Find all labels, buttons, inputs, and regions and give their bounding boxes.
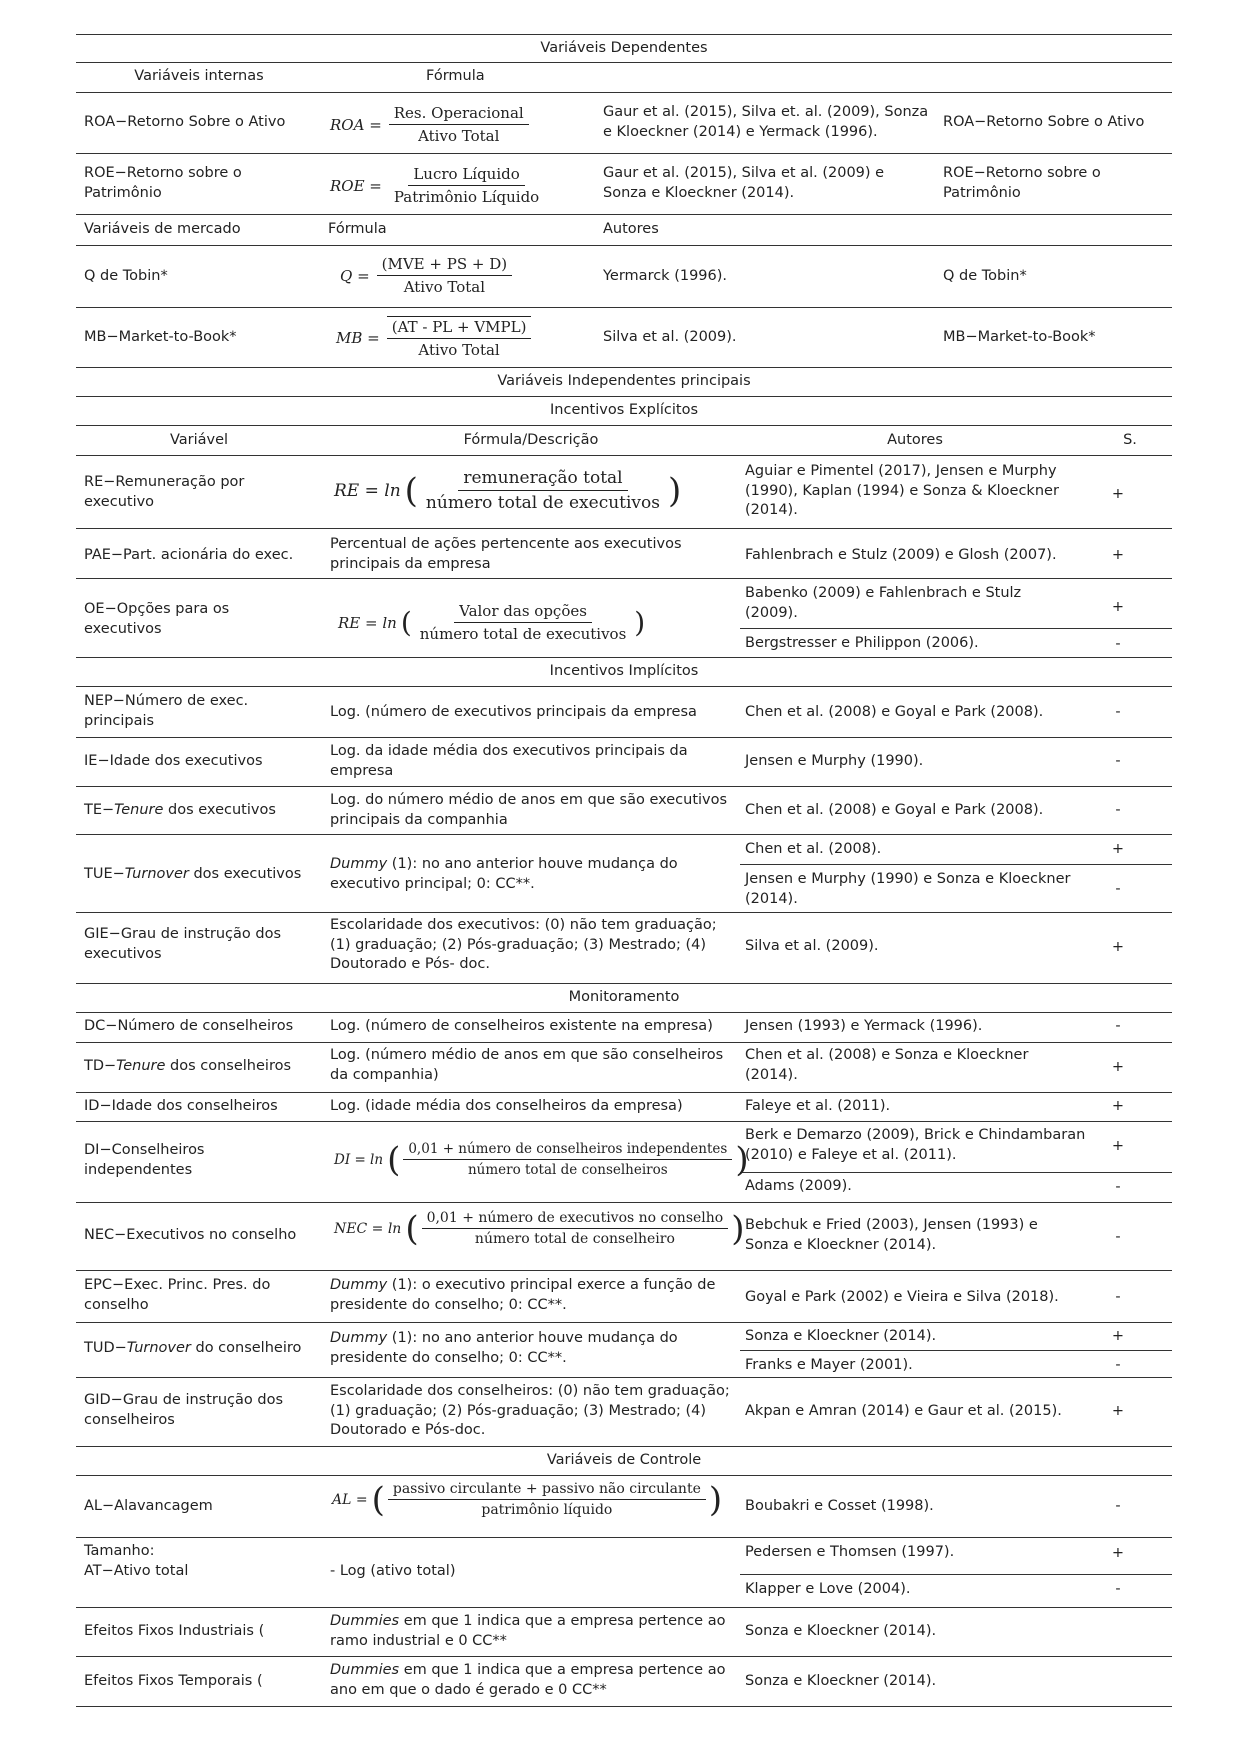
authors-q: Yermarck (1996). xyxy=(603,268,728,284)
denominator: Ativo Total xyxy=(403,278,486,296)
sign-tud-2: - xyxy=(1115,1357,1121,1373)
var-name-roa: ROA−Retorno Sobre o Ativo xyxy=(84,114,286,130)
var-name-epc: EPC−Exec. Princ. Pres. do conselho xyxy=(84,1277,271,1313)
authors-ie: Jensen e Murphy (1990). xyxy=(745,753,924,769)
paren-left: ( xyxy=(404,470,418,511)
formula-q xyxy=(340,255,515,296)
rule xyxy=(76,214,1172,215)
col-header-formula-2: Fórmula xyxy=(328,221,387,237)
var-ref-roa: ROA−Retorno Sobre o Ativo xyxy=(943,114,1145,130)
sign-tud-1: + xyxy=(1111,1328,1125,1344)
rule xyxy=(76,1012,1172,1013)
var-name-di: DI−Conselheiros independentes xyxy=(84,1142,205,1178)
authors-epc: Goyal e Park (2002) e Vieira e Silva (2018). xyxy=(745,1289,1059,1305)
name-suffix: dos executivos xyxy=(163,802,276,818)
col-header-formula: Fórmula xyxy=(426,68,485,84)
rule xyxy=(76,245,1172,246)
rule xyxy=(76,1537,1172,1538)
formula-var: ROA = xyxy=(330,115,382,134)
paren-right: ) xyxy=(708,1479,723,1520)
numerator: (MVE + PS + D) xyxy=(377,255,512,276)
sign-td: + xyxy=(1111,1059,1125,1075)
var-name-gid: GID−Grau de instrução dos conselheiros xyxy=(84,1392,284,1428)
numerator: Lucro Líquido xyxy=(408,165,524,186)
rule xyxy=(76,367,1172,368)
var-name-gie: GIE−Grau de instrução dos executivos xyxy=(84,926,282,962)
rule xyxy=(76,153,1172,154)
var-name-nep: NEP−Número de exec. principais xyxy=(84,693,249,729)
desc-italic: Dummy xyxy=(330,856,388,872)
sign-id: + xyxy=(1111,1098,1125,1114)
authors-oe-2: Bergstresser e Philippon (2006). xyxy=(745,635,979,651)
var-name-nec: NEC−Executivos no conselho xyxy=(84,1227,297,1243)
var-name-re: RE−Remuneração por executivo xyxy=(84,474,245,510)
sign-epc: - xyxy=(1115,1289,1121,1305)
rule xyxy=(76,686,1172,687)
sign-ie: - xyxy=(1115,753,1121,769)
var-ref-mb: MB−Market-to-Book* xyxy=(943,329,1096,345)
sign-dc: - xyxy=(1115,1018,1121,1034)
var-name-efi: Efeitos Fixos Industriais ( xyxy=(84,1623,265,1639)
paren-left: ( xyxy=(387,1139,401,1180)
sign-nep: - xyxy=(1115,704,1121,720)
formula-re xyxy=(334,468,681,513)
desc-id: Log. (idade média dos conselheiros da empresa) xyxy=(330,1098,683,1114)
sign-gid: + xyxy=(1111,1403,1125,1419)
section-header-implicit: Incentivos Implícitos xyxy=(549,663,699,679)
rule xyxy=(76,1706,1172,1707)
authors-efi: Sonza e Kloeckner (2014). xyxy=(745,1623,937,1639)
authors-mb: Silva et al. (2009). xyxy=(603,329,737,345)
denominator: número total de executivos xyxy=(419,625,627,643)
var-name-td xyxy=(84,1057,291,1077)
var-name-al: AL−Alavancagem xyxy=(84,1498,213,1514)
rule xyxy=(76,34,1172,35)
formula-var: DI = ln xyxy=(334,1151,384,1168)
col-header-formula-desc: Fórmula/Descrição xyxy=(463,432,599,448)
numerator: 0,01 + número de conselheiros independentes xyxy=(403,1141,732,1160)
name-suffix: dos executivos xyxy=(188,866,302,882)
var-name-roe: ROE−Retorno sobre o Patrimônio xyxy=(84,165,242,201)
rule xyxy=(76,425,1172,426)
name-prefix: TD− xyxy=(84,1058,117,1074)
section-header-control: Variáveis de Controle xyxy=(546,1452,702,1468)
desc-italic: Dummies xyxy=(330,1613,400,1629)
var-name-at-2: AT−Ativo total xyxy=(84,1563,189,1579)
name-italic: Turnover xyxy=(124,866,189,882)
numerator: 0,01 + número de executivos no conselho xyxy=(422,1210,729,1229)
rule xyxy=(740,628,1172,629)
rule xyxy=(76,1475,1172,1476)
rule xyxy=(740,864,1172,865)
sign-pae: + xyxy=(1111,547,1125,563)
rule xyxy=(76,834,1172,835)
denominator: número total de conselheiro xyxy=(474,1231,675,1247)
paren-right: ) xyxy=(634,605,646,639)
authors-id: Faleye et al. (2011). xyxy=(745,1098,891,1114)
sign-at-1: + xyxy=(1111,1545,1125,1561)
rule xyxy=(76,1270,1172,1271)
section-header-independent: Variáveis Independentes principais xyxy=(497,373,751,389)
formula-oe xyxy=(338,602,645,643)
authors-di-1: Berk e Demarzo (2009), Brick e Chindambaran (2010) e Faleye et al. (2011). xyxy=(745,1127,1086,1163)
desc-efi xyxy=(330,1612,730,1651)
paren-right: ) xyxy=(668,470,682,511)
rule xyxy=(76,786,1172,787)
paren-left: ( xyxy=(400,605,412,639)
paren-left: ( xyxy=(405,1208,419,1249)
desc-nep: Log. (número de executivos principais da empresa xyxy=(330,704,697,720)
numerator: Res. Operacional xyxy=(389,104,529,125)
denominator: patrimônio líquido xyxy=(481,1502,613,1518)
formula-var: RE = ln xyxy=(338,613,397,632)
rule xyxy=(76,1121,1172,1122)
authors-at-2: Klapper e Love (2004). xyxy=(745,1581,911,1597)
rule xyxy=(76,1092,1172,1093)
var-name-at-1: Tamanho: xyxy=(84,1543,155,1559)
rule xyxy=(76,92,1172,93)
name-prefix: TUE− xyxy=(84,866,125,882)
authors-re: Aguiar e Pimentel (2017), Jensen e Murphy (1990), Kaplan (1994) e Sonza & Kloeckner (2014). xyxy=(745,463,1059,518)
rule xyxy=(76,1322,1172,1323)
desc-italic: Dummies xyxy=(330,1662,400,1678)
sign-nec: - xyxy=(1115,1229,1121,1245)
authors-nec: Bebchuk e Fried (2003), Jensen (1993) e Sonza e Kloeckner (2014). xyxy=(745,1217,1038,1253)
rule xyxy=(740,1350,1172,1351)
authors-at-1: Pedersen e Thomsen (1997). xyxy=(745,1544,955,1560)
var-name-tue xyxy=(84,865,301,885)
rule xyxy=(76,983,1172,984)
col-header-sign: S. xyxy=(1123,432,1137,448)
var-name-id: ID−Idade dos conselheiros xyxy=(84,1098,278,1114)
name-suffix: do conselheiro xyxy=(190,1340,302,1356)
sign-te: - xyxy=(1115,802,1121,818)
authors-gid: Akpan e Amran (2014) e Gaur et al. (2015). xyxy=(745,1403,1062,1419)
authors-roa: Gaur et al. (2015), Silva et. al. (2009), Sonza e Kloeckner (2014) e Yermack (1996). xyxy=(603,104,929,140)
rule xyxy=(76,1607,1172,1608)
desc-tud xyxy=(330,1329,730,1368)
col-header-internal: Variáveis internas xyxy=(134,68,264,84)
col-header-market: Variáveis de mercado xyxy=(84,221,241,237)
numerator: passivo circulante + passivo não circulante xyxy=(388,1481,706,1500)
desc-dc: Log. (número de conselheiros existente na empresa) xyxy=(330,1018,713,1034)
authors-di-2: Adams (2009). xyxy=(745,1178,852,1194)
col-header-authors-2: Autores xyxy=(887,432,943,448)
rule xyxy=(76,1042,1172,1043)
sign-tue-2: - xyxy=(1115,881,1121,897)
desc-td: Log. (número médio de anos em que são conselheiros da companhia) xyxy=(330,1047,724,1083)
rule xyxy=(76,455,1172,456)
var-name-q: Q de Tobin* xyxy=(84,268,168,284)
rule xyxy=(76,1202,1172,1203)
sign-oe-1: + xyxy=(1111,599,1125,615)
rule xyxy=(76,737,1172,738)
sign-al: - xyxy=(1115,1498,1121,1514)
authors-gie: Silva et al. (2009). xyxy=(745,938,879,954)
desc-tue xyxy=(330,855,730,894)
name-suffix: dos conselheiros xyxy=(165,1058,292,1074)
numerator: (AT - PL + VMPL) xyxy=(387,316,532,339)
desc-text: (1): no ano anterior houve mudança do presidente do conselho; 0: CC**. xyxy=(330,1330,678,1366)
var-ref-roe: ROE−Retorno sobre o Patrimônio xyxy=(943,165,1101,201)
desc-pae: Percentual de ações pertencente aos executivos principais da empresa xyxy=(330,536,682,572)
desc-italic: Dummy xyxy=(330,1330,388,1346)
desc-ie: Log. da idade média dos executivos principais da empresa xyxy=(330,743,688,779)
authors-te: Chen et al. (2008) e Goyal e Park (2008). xyxy=(745,802,1044,818)
desc-te: Log. do número médio de anos em que são executivos principais da companhia xyxy=(330,792,728,828)
formula-mb xyxy=(336,316,534,359)
paren-left: ( xyxy=(371,1479,385,1520)
formula-var: MB = xyxy=(336,328,380,347)
denominator: número total de executivos xyxy=(425,493,660,513)
formula-var: AL = xyxy=(332,1491,368,1508)
var-name-oe: OE−Opções para os executivos xyxy=(84,601,230,637)
name-italic: Tenure xyxy=(114,802,164,818)
formula-var: RE = ln xyxy=(334,480,401,501)
desc-italic: Dummy xyxy=(330,1277,388,1293)
sign-gie: + xyxy=(1111,939,1125,955)
rule xyxy=(76,307,1172,308)
numerator: Valor das opções xyxy=(454,602,592,623)
sign-di-2: - xyxy=(1115,1179,1121,1195)
var-name-tud xyxy=(84,1339,301,1359)
col-header-authors: Autores xyxy=(603,221,659,237)
var-ref-q: Q de Tobin* xyxy=(943,268,1027,284)
sign-at-2: - xyxy=(1115,1581,1121,1597)
desc-gie: Escolaridade dos executivos: (0) não tem graduação; (1) graduação; (2) Pós-graduação; (3) Mestrado; (4) Doutorado e Pós- doc. xyxy=(330,917,717,972)
authors-roe: Gaur et al. (2015), Silva et al. (2009) e Sonza e Kloeckner (2014). xyxy=(603,165,885,201)
var-name-pae: PAE−Part. acionária do exec. xyxy=(84,547,294,563)
formula-var: Q = xyxy=(340,266,370,285)
authors-pae: Fahlenbrach e Stulz (2009) e Glosh (2007). xyxy=(745,547,1057,563)
desc-text: (1): o executivo principal exerce a função de presidente do conselho; 0: CC**. xyxy=(330,1277,716,1313)
col-header-variable: Variável xyxy=(169,432,229,448)
authors-dc: Jensen (1993) e Yermack (1996). xyxy=(745,1018,983,1034)
formula-al xyxy=(332,1481,722,1518)
authors-tud-2: Franks e Mayer (2001). xyxy=(745,1357,913,1373)
formula-di xyxy=(334,1141,749,1178)
desc-gid: Escolaridade dos conselheiros: (0) não tem graduação; (1) graduação; (2) Pós-graduação; (3) Mestrado; (4) Doutorado e Pós-doc. xyxy=(330,1383,730,1438)
name-prefix: TUD− xyxy=(84,1340,127,1356)
authors-eft: Sonza e Kloeckner (2014). xyxy=(745,1673,937,1689)
rule xyxy=(76,1656,1172,1657)
rule xyxy=(76,912,1172,913)
rule xyxy=(76,62,1172,63)
name-prefix: TE− xyxy=(84,802,115,818)
rule xyxy=(76,396,1172,397)
var-name-mb: MB−Market-to-Book* xyxy=(84,329,237,345)
numerator: remuneração total xyxy=(458,468,627,491)
sign-di-1: + xyxy=(1111,1138,1125,1154)
name-italic: Turnover xyxy=(126,1340,191,1356)
denominator: Patrimônio Líquido xyxy=(393,188,540,206)
desc-eft xyxy=(330,1661,730,1700)
sign-tue-1: + xyxy=(1111,841,1125,857)
rule xyxy=(76,1377,1172,1378)
formula-roa xyxy=(330,104,532,145)
section-header-dependent: Variáveis Dependentes xyxy=(540,40,708,56)
paren-right: ) xyxy=(735,1139,749,1180)
rule xyxy=(740,1172,1172,1173)
desc-text: em que 1 indica que a empresa pertence ao ramo industrial e 0 CC** xyxy=(330,1613,726,1649)
sign-oe-2: - xyxy=(1115,636,1121,652)
desc-epc xyxy=(330,1276,735,1315)
desc-text: em que 1 indica que a empresa pertence ao ano em que o dado é gerado e 0 CC** xyxy=(330,1662,726,1698)
section-header-explicit: Incentivos Explícitos xyxy=(550,402,698,418)
var-name-ie: IE−Idade dos executivos xyxy=(84,753,263,769)
denominator: Ativo Total xyxy=(418,127,500,145)
desc-text: (1): no ano anterior houve mudança do executivo principal; 0: CC**. xyxy=(330,856,678,892)
authors-tue-1: Chen et al. (2008). xyxy=(745,841,882,857)
rule xyxy=(76,657,1172,658)
rule xyxy=(76,578,1172,579)
authors-al: Boubakri e Cosset (1998). xyxy=(745,1498,934,1514)
rule xyxy=(76,1446,1172,1447)
rule xyxy=(76,528,1172,529)
var-name-te xyxy=(84,801,276,821)
formula-nec xyxy=(334,1210,744,1247)
authors-tue-2: Jensen e Murphy (1990) e Sonza e Kloeckner (2014). xyxy=(745,871,1071,907)
denominator: número total de conselheiros xyxy=(467,1162,668,1178)
desc-at: - Log (ativo total) xyxy=(330,1563,456,1579)
paren-right: ) xyxy=(731,1208,745,1249)
authors-oe-1: Babenko (2009) e Fahlenbrach e Stulz (2009). xyxy=(745,585,1022,621)
formula-roe xyxy=(330,165,547,206)
var-name-eft: Efeitos Fixos Temporais ( xyxy=(84,1673,263,1689)
formula-var: NEC = ln xyxy=(334,1220,402,1237)
denominator: Ativo Total xyxy=(418,341,500,359)
authors-nep: Chen et al. (2008) e Goyal e Park (2008). xyxy=(745,704,1044,720)
name-italic: Tenure xyxy=(116,1058,166,1074)
var-name-dc: DC−Número de conselheiros xyxy=(84,1018,294,1034)
sign-re: + xyxy=(1111,486,1125,502)
rule xyxy=(740,1574,1172,1575)
section-header-monitoring: Monitoramento xyxy=(568,989,680,1005)
formula-var: ROE = xyxy=(330,176,382,195)
authors-td: Chen et al. (2008) e Sonza e Kloeckner (2014). xyxy=(745,1047,1029,1083)
authors-tud-1: Sonza e Kloeckner (2014). xyxy=(745,1328,937,1344)
